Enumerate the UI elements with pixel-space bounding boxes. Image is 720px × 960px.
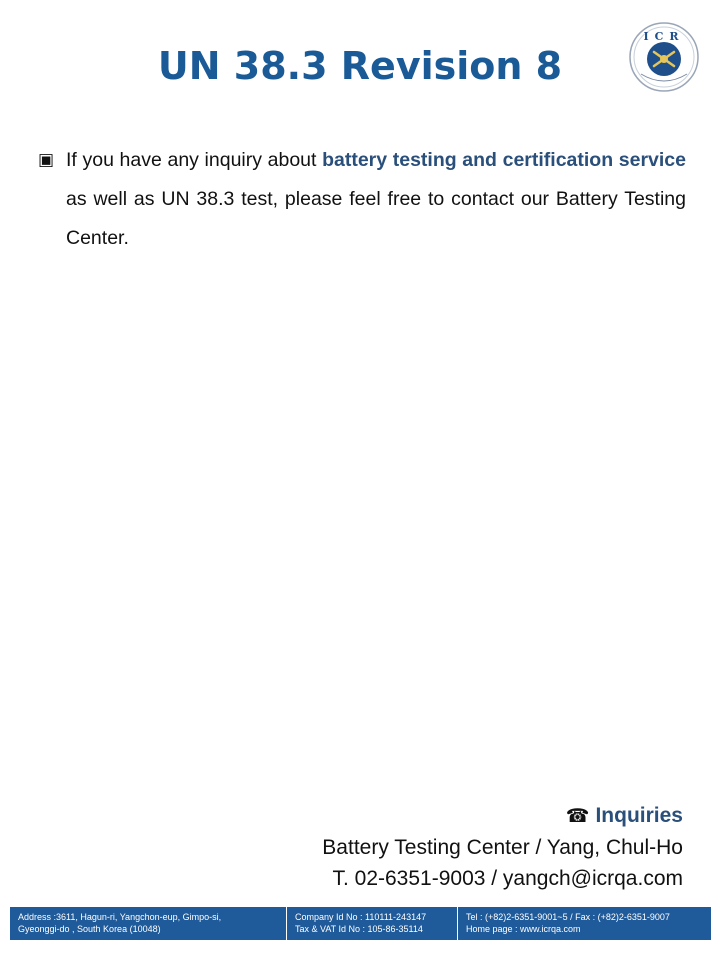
inquiries-heading <box>322 800 683 832</box>
telephone-icon: ☎ <box>565 806 590 827</box>
service-highlight: battery testing and certification service <box>322 149 686 171</box>
inquiries-block <box>322 800 683 894</box>
square-bullet-icon: ▣ <box>38 150 55 170</box>
intro-text-start: If you have any inquiry about <box>66 149 323 171</box>
intro-text-end: as well as UN 38.3 test, please feel free to contact our Battery Testing Center. <box>66 188 686 249</box>
tax-id: Tax & VAT Id No : 105-86-35114 <box>295 924 423 934</box>
logo-letters: ICR <box>643 30 685 43</box>
contact-name: Battery Testing Center / Yang, Chul-Ho <box>322 836 683 859</box>
intro-paragraph <box>66 141 686 258</box>
footer-contact <box>457 907 711 940</box>
icr-logo <box>629 22 699 92</box>
intro-section <box>38 141 686 258</box>
footer-bar <box>10 907 711 940</box>
tel-fax: Tel : (+82)2-6351-9001~5 / Fax : (+82)2-6351-9007 <box>466 912 670 922</box>
contact-phone-email: T. 02-6351-9003 / yangch@icrqa.com <box>332 867 683 890</box>
address-line-1: Address :3611, Hagun-ri, Yangchon-eup, Gimpo-si, <box>18 912 222 922</box>
footer-company-ids <box>286 907 457 940</box>
homepage-link[interactable]: Home page : www.icrqa.com <box>466 924 581 934</box>
footer-address <box>10 907 286 940</box>
inquiries-label: Inquiries <box>595 804 683 827</box>
address-line-2: Gyeonggi-do , South Korea (10048) <box>18 924 161 934</box>
page-title: UN 38.3 Revision 8 <box>157 44 563 88</box>
company-id: Company Id No : 110111-243147 <box>295 912 427 922</box>
